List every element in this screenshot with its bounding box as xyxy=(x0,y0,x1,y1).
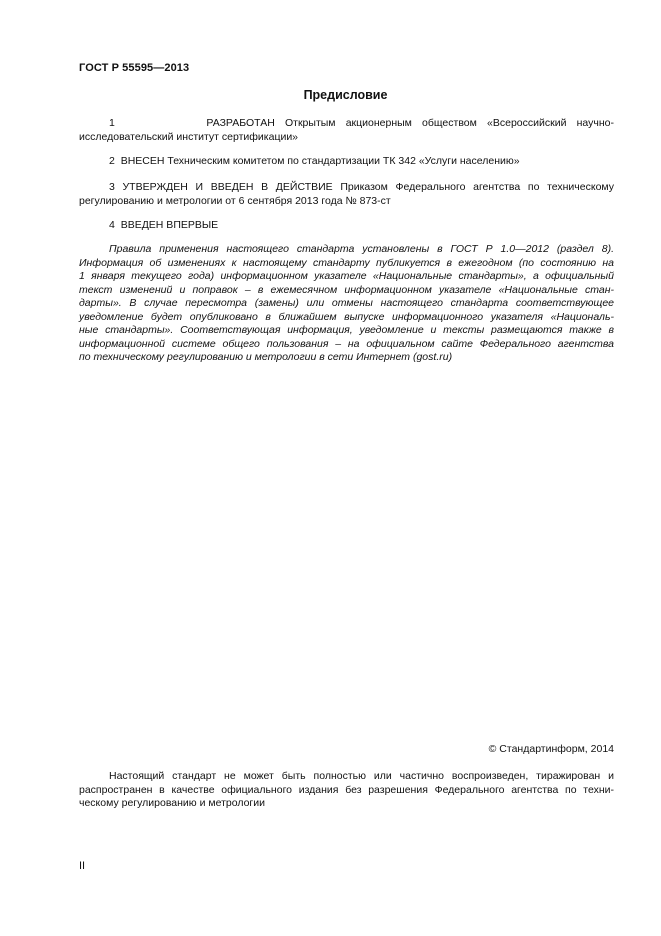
notice-line: ческому регулированию и метрологии xyxy=(79,797,265,809)
foreword-item-4 xyxy=(79,219,614,233)
item-4-line-1: 4 ВВЕДЕН ВПЕРВЫЕ xyxy=(109,219,219,231)
notice-line: распространен в качестве официального издания без разрешения Федерального агентства по техни- xyxy=(79,783,614,796)
note-line: дарты». В случае пересмотра (замены) или отмены настоящего стандарта соответствующее xyxy=(79,297,614,309)
item-3-line-2: регулированию и метрологии от 6 сентября 2013 года № 873-ст xyxy=(79,194,391,207)
foreword-item-2 xyxy=(79,155,614,169)
item-1-line-1: 1 РАЗРАБОТАН Открытым акционерным обществом «Всероссийский научно- xyxy=(109,117,614,129)
note-line: Правила применения настоящего стандарта установлены в ГОСТ Р 1.0—2012 (раздел 8). xyxy=(109,243,614,255)
item-3-line-1: 3 УТВЕРЖДЕН И ВВЕДЕН В ДЕЙСТВИЕ Приказом Федерального агентства по техническому xyxy=(109,181,614,193)
note-line: по техническому регулированию и метрологии в сети Интернет (gost.ru) xyxy=(79,351,453,363)
note-line: текст изменений и поправок – в ежемесячном информационном указателе «Национальные стан- xyxy=(79,283,614,296)
application-rules-note xyxy=(79,243,614,365)
note-line: уведомление будет опубликовано в ближайшем выпуске информационного указателя «Националь- xyxy=(79,310,614,323)
page-number: II xyxy=(79,860,86,872)
note-line: Информация об изменениях к настоящему стандарту публикуется в ежегодном (по состоянию на xyxy=(79,256,614,269)
standard-code: ГОСТ Р 55595—2013 xyxy=(79,62,190,74)
page-title: Предисловие xyxy=(303,88,388,102)
foreword-item-1 xyxy=(79,117,614,144)
item-2-line-1: 2 ВНЕСЕН Техническим комитетом по стандартизации ТК 342 «Услуги населению» xyxy=(109,155,520,167)
item-1-line-2: исследовательский институт сертификации» xyxy=(79,130,299,143)
note-line: информационной системе общего пользования – на официальном сайте Федерального агентства xyxy=(79,337,614,350)
note-line: ные стандарты». Соответствующая информация, уведомление и тексты размещаются также в xyxy=(79,324,614,336)
reproduction-notice xyxy=(79,770,614,811)
note-line: 1 января текущего года) информационном указателе «Национальные стандарты», а официальный xyxy=(79,270,614,282)
notice-line: Настоящий стандарт не может быть полностью или частично воспроизведен, тиражирован и xyxy=(109,770,614,782)
foreword-item-3 xyxy=(79,181,614,208)
copyright-notice: © Стандартинформ, 2014 xyxy=(488,743,614,755)
